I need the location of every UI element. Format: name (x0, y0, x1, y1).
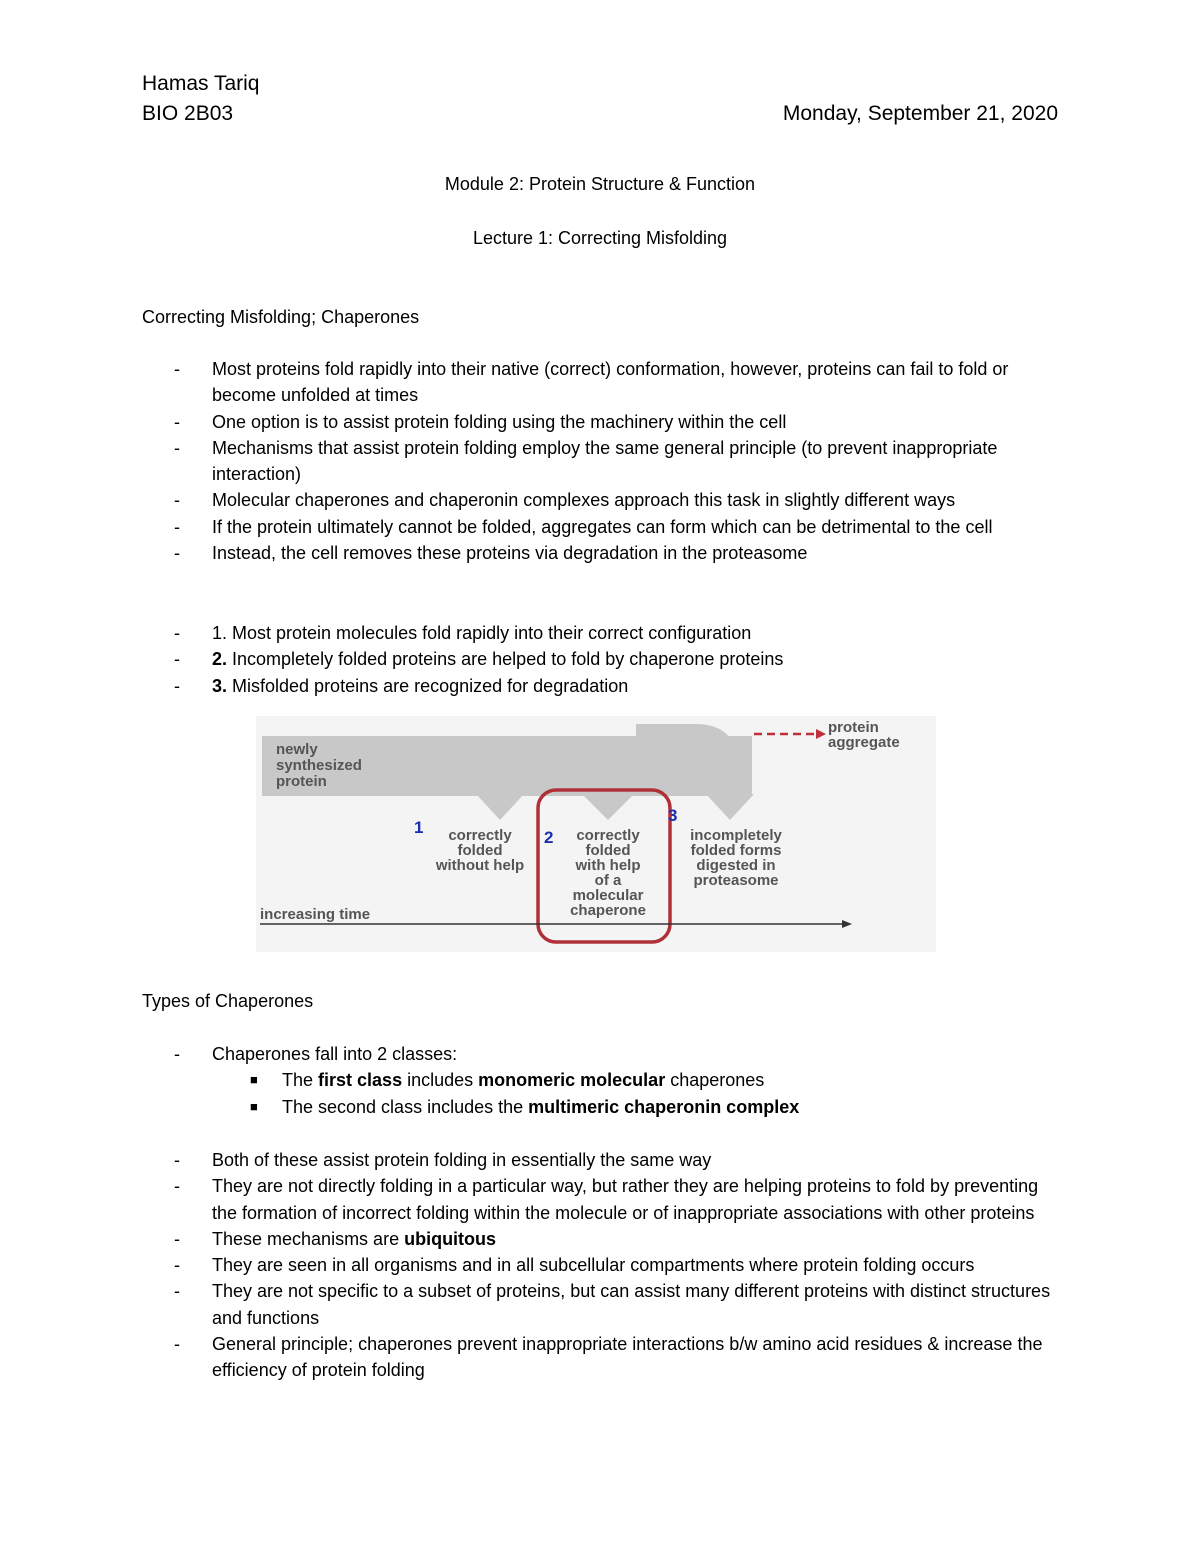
time-axis-label: increasing time (260, 906, 371, 923)
list-item (142, 1278, 1062, 1331)
bullet-text: Mechanisms that assist protein folding employ the same general principle (to prevent inappropriate interaction) (212, 437, 998, 485)
step-text: Most protein molecules fold rapidly into their correct configuration (227, 623, 752, 643)
list-item (142, 1173, 1062, 1226)
bullet-text: Instead, the cell removes these proteins via degradation in the proteasome (212, 543, 808, 564)
lecture-title: Lecture 1: Correcting Misfolding (472, 228, 728, 248)
outcome-number-2: 2 (544, 828, 554, 847)
dash-bullet: - (174, 649, 180, 670)
step-number: 1. (212, 623, 228, 643)
outcome-number-3: 3 (668, 806, 678, 825)
chaperone-properties-list (142, 1147, 1062, 1384)
dash-bullet: - (174, 623, 180, 643)
dash-bullet: - (174, 1228, 180, 1249)
outcome-3-line1: incompletely (690, 827, 782, 844)
bullet-text: They are not specific to a subset of proteins, but can assist many different proteins with distinct structures and functions (212, 1281, 1051, 1328)
outcome-2-line4: of a (594, 872, 622, 889)
list-item (142, 487, 1062, 513)
list-item (142, 1331, 1062, 1384)
outcome-2-line6: chaperone (570, 902, 646, 919)
course-code: BIO 2B03 (142, 102, 234, 125)
dash-bullet: - (174, 675, 180, 696)
outcome-2-line5: molecular (572, 887, 644, 904)
outcome-3-line3: digested in (696, 857, 776, 874)
bullet-text: General principle; chaperones prevent inappropriate interactions b/w amino acid residues & increase the efficiency of protein folding (212, 1334, 1043, 1381)
sub-text-bold: monomeric molecular (478, 1070, 666, 1091)
author-name: Hamas Tariq (142, 72, 260, 95)
sub-list-item (142, 1067, 1062, 1093)
source-label-line3: protein (276, 773, 327, 790)
list-item (142, 435, 1062, 488)
list-item (142, 1147, 1062, 1173)
outcome-2-line2: folded (585, 842, 631, 859)
aggregate-label-line1: protein (828, 719, 879, 736)
bullet-text: Most proteins fold rapidly into their native (correct) conformation, however, proteins can fail to fold or become unfolded at times (212, 359, 1009, 406)
list-item (142, 356, 1062, 409)
dash-bullet: - (174, 1281, 180, 1302)
module-title: Module 2: Protein Structure & Function (444, 174, 756, 194)
dash-bullet: - (174, 411, 180, 432)
folding-steps-list (142, 620, 1062, 699)
source-label-line1: newly (276, 741, 318, 758)
sub-list-item (142, 1094, 1062, 1120)
dash-bullet: - (174, 1150, 180, 1170)
dash-bullet: - (174, 359, 180, 379)
outcome-number-1: 1 (414, 818, 424, 837)
square-bullet-icon: ■ (250, 1098, 258, 1114)
section-heading-types-of-chaperones: Types of Chaperones (142, 991, 314, 1011)
dash-bullet: - (174, 1176, 180, 1197)
list-item (142, 409, 1062, 435)
bullet-text: One option is to assist protein folding using the machinery within the cell (212, 411, 787, 432)
sub-text-bold: multimeric chaperonin complex (528, 1096, 800, 1117)
list-item (142, 1041, 1062, 1067)
dash-bullet: - (174, 1255, 180, 1276)
step-text: Misfolded proteins are recognized for degradation (227, 675, 629, 696)
sub-text: chaperones (665, 1070, 765, 1091)
protein-folding-diagram (256, 716, 936, 952)
chaperone-classes-list (142, 1041, 1062, 1120)
dash-bullet: - (174, 1044, 180, 1064)
dash-bullet: - (174, 490, 180, 511)
square-bullet-icon: ■ (250, 1072, 258, 1088)
outcome-3-line4: proteasome (693, 872, 779, 889)
source-label-line2: synthesized (276, 757, 362, 774)
sub-text-bold: first class (318, 1070, 403, 1091)
outcome-2-line1: correctly (576, 827, 640, 844)
aggregate-label-line2: aggregate (828, 734, 900, 751)
dash-bullet: - (174, 437, 180, 458)
bullet-text: Chaperones fall into 2 classes: (212, 1044, 458, 1064)
document-date: Monday, September 21, 2020 (782, 102, 1058, 125)
sub-text: includes (402, 1070, 479, 1091)
dash-bullet: - (174, 516, 180, 537)
folding-diagram-svg (256, 716, 936, 952)
step-text: Incompletely folded proteins are helped to fold by chaperone proteins (227, 649, 784, 670)
bullet-text: If the protein ultimately cannot be folded, aggregates can form which can be detrimental to the cell (212, 516, 993, 537)
list-item (142, 1226, 1062, 1252)
bullet-text: They are not directly folding in a particular way, but rather they are helping proteins to fold by preventing the formation of incorrect folding within the molecule or of inappropriate associations with other proteins (212, 1176, 1039, 1223)
step-number: 3. (212, 675, 228, 696)
bullet-text: Molecular chaperones and chaperonin complexes approach this task in slightly different ways (212, 490, 956, 511)
outcome-1-line3: without help (435, 857, 525, 874)
dash-bullet: - (174, 543, 180, 564)
dash-bullet: - (174, 1334, 180, 1355)
bullet-text-bold: ubiquitous (404, 1228, 497, 1249)
outcome-3-line2: folded forms (690, 842, 782, 859)
list-item (142, 1252, 1062, 1278)
list-item (142, 514, 1062, 540)
outcome-1-line2: folded (457, 842, 503, 859)
outcome-1-line1: correctly (448, 827, 512, 844)
section-heading-correcting-misfolding: Correcting Misfolding; Chaperones (142, 307, 420, 327)
sub-text: The second class includes the (282, 1096, 529, 1117)
list-item (142, 540, 1062, 566)
bullet-text: They are seen in all organisms and in all subcellular compartments where protein folding occurs (212, 1255, 975, 1276)
list-item (142, 620, 1062, 646)
list-item (142, 673, 1062, 699)
bullet-text: These mechanisms are (212, 1228, 405, 1249)
list-item (142, 646, 1062, 672)
bullet-text: Both of these assist protein folding in essentially the same way (212, 1150, 712, 1170)
outcome-2-line3: with help (575, 857, 641, 874)
sub-text: The (282, 1070, 319, 1091)
step-number: 2. (212, 649, 228, 670)
misfolding-bullet-list (142, 356, 1062, 566)
